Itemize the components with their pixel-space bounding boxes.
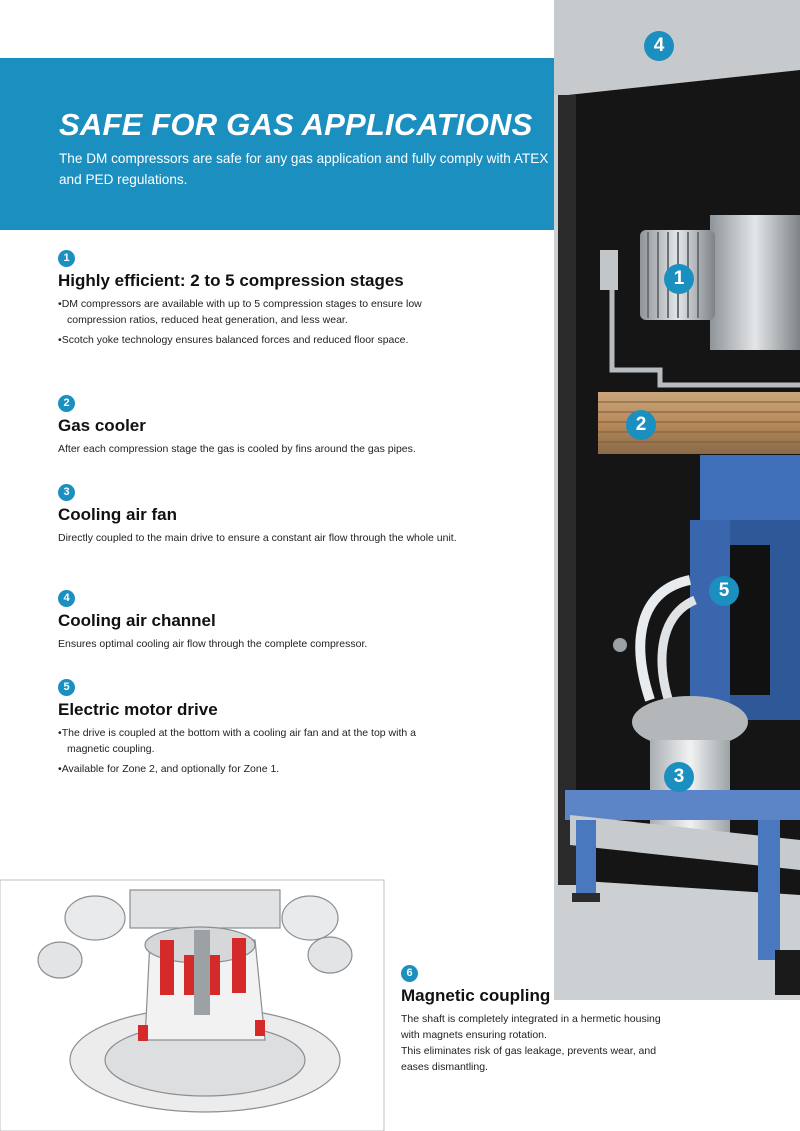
section-title: Gas cooler: [58, 416, 146, 435]
section-title: Magnetic coupling: [401, 986, 551, 1005]
callout-1: 1: [664, 264, 694, 294]
feature-section-6: [401, 965, 671, 1075]
valve-fitting: [600, 250, 618, 290]
section-title: Cooling air fan: [58, 505, 177, 524]
section-number-badge: 1: [58, 250, 75, 267]
section-number-badge: 6: [401, 965, 418, 982]
section-text: After each compression stage the gas is cooled by fins around the gas pipes.: [58, 443, 416, 455]
section-bullets: [58, 725, 458, 777]
section-text: Ensures optimal cooling air flow through the complete compressor.: [58, 638, 368, 650]
section-number-badge: 4: [58, 590, 75, 607]
callout-4: 4: [644, 31, 674, 61]
bullet-item: • Available for Zone 2, and optionally for Zone 1.: [58, 761, 458, 777]
feature-section-1: [58, 250, 458, 352]
section-number-badge: 3: [58, 484, 75, 501]
section-text: The shaft is completely integrated in a hermetic housing with magnets ensuring rotation. This eliminates risk of gas leakage, prevents wear, and eases dismantling.: [401, 1013, 661, 1073]
section-text: Directly coupled to the main drive to ensure a constant air flow through the whole unit.: [58, 532, 457, 544]
feature-section-5: [58, 679, 458, 781]
feature-section-3: [58, 484, 458, 546]
base-leg-left: [576, 820, 596, 895]
page-intro: The DM compressors are safe for any gas application and fully comply with ATEX and PED regulations.: [59, 151, 549, 187]
air-channel-panel: [730, 545, 770, 695]
section-title: Highly efficient: 2 to 5 compression stages: [58, 271, 404, 290]
page-title: SAFE FOR GAS APPLICATIONS: [59, 107, 533, 142]
section-bullets: [58, 296, 458, 348]
feature-section-4: [58, 590, 458, 652]
section-number-badge: 2: [58, 395, 75, 412]
section-number-badge: 5: [58, 679, 75, 696]
motor-mount: [700, 455, 800, 525]
compressor-head: [710, 215, 800, 350]
bullet-item: • DM compressors are available with up to 5 compression stages to ensure low compression ratios, reduced heat generation, and less wear.: [58, 296, 458, 328]
callout-5: 5: [709, 576, 739, 606]
section-title: Cooling air channel: [58, 611, 216, 630]
feature-section-2: [58, 395, 458, 457]
base-leg-right: [758, 820, 780, 960]
base-foot-left: [572, 893, 600, 902]
base-frame: [565, 790, 800, 820]
callout-3: 3: [664, 762, 694, 792]
callout-2: 2: [626, 410, 656, 440]
section-title: Electric motor drive: [58, 700, 218, 719]
bullet-item: • The drive is coupled at the bottom with a cooling air fan and at the top with a magnetic coupling.: [58, 725, 458, 757]
coupling-shaft: [194, 930, 210, 1015]
cabinet-left-wall: [558, 95, 576, 885]
bullet-item: • Scotch yoke technology ensures balanced forces and reduced floor space.: [58, 332, 458, 348]
header-banner: [0, 58, 554, 230]
wall-fitting: [613, 638, 627, 652]
cabinet-foot: [775, 950, 800, 995]
